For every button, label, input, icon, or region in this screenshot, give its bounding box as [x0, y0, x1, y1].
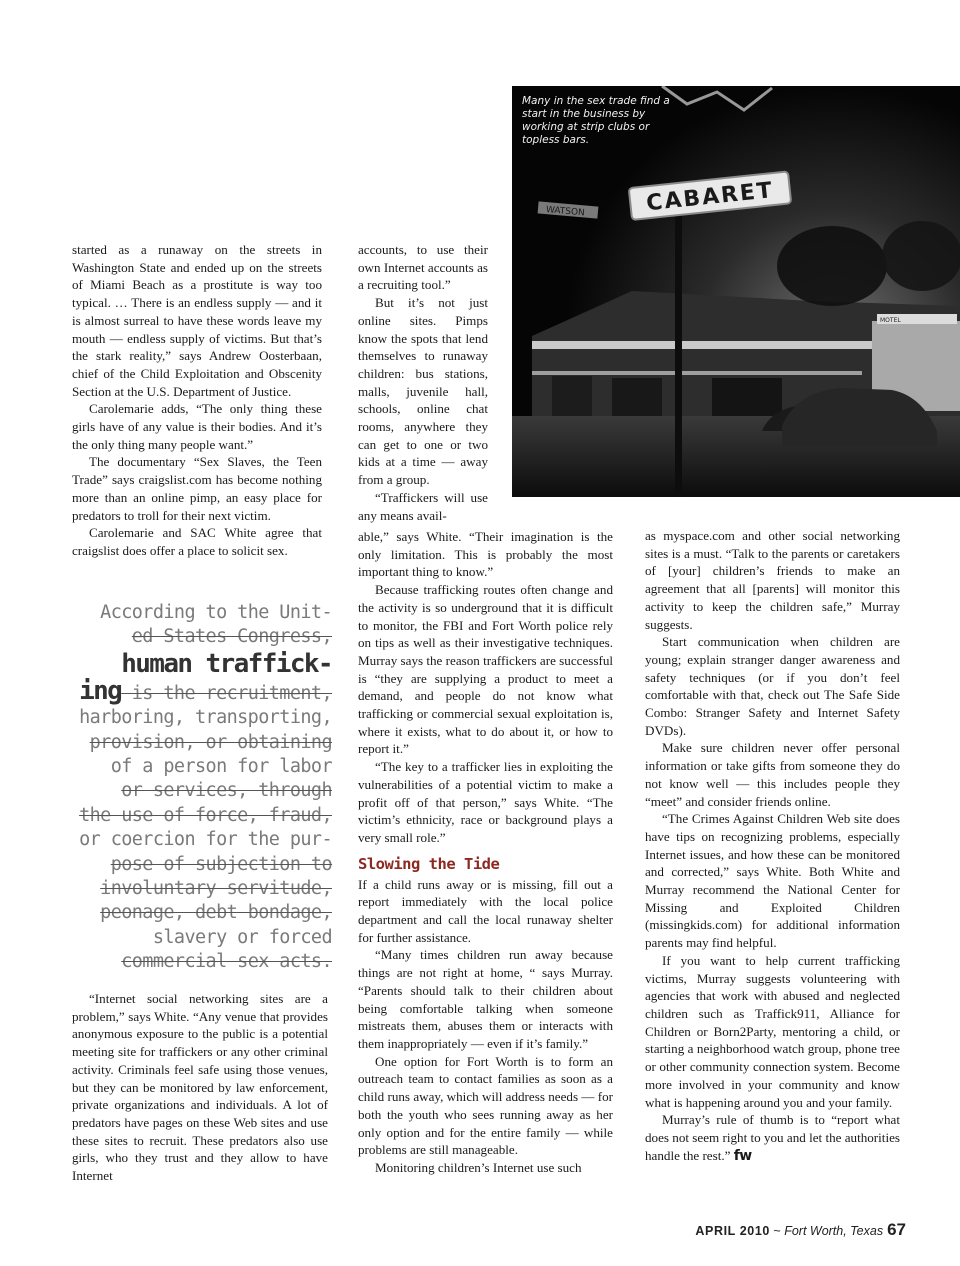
issue-date: APRIL 2010: [695, 1224, 770, 1238]
paragraph: “The key to a trafficker lies in exploiting the vulnerabilities of a potential victim to make a profit off of that person,” says White. “The victim’s ethnicity, race or background plays a very small role.”: [358, 759, 613, 845]
paragraph: “Internet social networking sites are a problem,” says White. “Any venue that provides anonymous exposure to the public is a potential meeting site for traffickers or any other criminal activity. Criminals feel safe using those venues, but they can be monitored by law enforcement, private organizations and individuals. A lot of predators have pages on these Web sites and use these sites to recruit. These predators also use girls, who they trust and they allow to have Internet: [72, 991, 328, 1184]
pull-quote-line: of a person for labor: [110, 756, 332, 778]
paragraph-text: Murray’s rule of thumb is to “report what does not seem right to you and let the authorities handle the rest.”: [645, 1112, 900, 1163]
pull-quote-line: ed States Congress,: [131, 626, 332, 648]
cabaret-sign: CABARET: [645, 178, 776, 217]
paragraph: accounts, to use their own Internet accounts as a recruiting tool.”: [358, 242, 488, 293]
pull-quote-line: the use of force, fraud,: [79, 804, 332, 826]
paragraph: Carolemarie and SAC White agree that craigslist does offer a place to solicit sex.: [72, 525, 322, 558]
footer-separator: ~: [769, 1224, 785, 1238]
paragraph: Carolemarie adds, “The only thing these girls have of any value is their bodies. And it’s the only thing many people want.”: [72, 401, 322, 452]
pull-quote-line: involuntary servitude,: [100, 878, 332, 900]
pull-quote-line: slavery or forced: [152, 926, 332, 948]
paragraph: Make sure children never offer personal information or take gifts from someone they do not know well — this includes people they “meet” and consider friends online.: [645, 740, 900, 809]
motel-sign: MOTEL: [880, 317, 901, 324]
pull-quote-line: harboring, transporting,: [79, 707, 332, 729]
paragraph: [645, 1111, 900, 1165]
pull-quote: [56, 601, 332, 975]
pull-quote-emphasis: ing: [79, 675, 122, 706]
column-3: [645, 527, 900, 1165]
pull-quote-line: provision, or obtaining: [89, 731, 332, 753]
paragraph: started as a runaway on the streets in Washington State and ended up on the streets of Miami Beach as a prostitute is way too typical. … There is an endless supply — and it is almost surreal to have these words leave my mouth — endless supply of victims. But that’s the stark reality,” says Andrew Oosterbaan, chief of the Child Exploitation and Obscenity Section at the U.S. Department of Justice.: [72, 242, 322, 399]
paragraph: Monitoring children’s Internet use such: [375, 1159, 582, 1175]
paragraph: The documentary “Sex Slaves, the Teen Trade” says craigslist.com has become nothing more than an online pimp, an easy place for predators to troll for their next victim.: [72, 454, 322, 523]
page-footer: [640, 1220, 906, 1240]
paragraph: If a child runs away or is missing, fill out a report immediately with the local police department and call the local runaway shelter for further assistance.: [358, 876, 613, 945]
paragraph: One option for Fort Worth is to form an outreach team to contact families as soon as a child runs away, which will address needs — for both the youth who sees running away as her only option and for the entire family — while problems are still manageable.: [358, 1053, 613, 1158]
pull-quote-line: is the recruitment,: [121, 682, 332, 704]
street-sign: WATSON: [545, 205, 586, 219]
paragraph: able,” says White. “Their imagination is the only limitation. This is probably the most important thing to know.”: [358, 529, 613, 580]
pull-quote-line: pose of subjection to: [110, 853, 332, 875]
end-mark: fw: [733, 1147, 752, 1164]
pull-quote-emphasis: human traffick-: [121, 648, 332, 679]
paragraph: as myspace.com and other social networking sites is a must. “Talk to the parents or caretakers of [your] children’s friends to make an agreement that all [parents] will monitor this activity to keep the children safe,” Murray suggests.: [645, 528, 900, 632]
column-2-bottom: [358, 528, 613, 1177]
paragraph: Start communication when children are young; explain stranger danger awareness and safety techniques (or if you don’t feel comfortable with that, check out The Safe Side Combo: Stranger Safety and Internet Safety DVDs).: [645, 634, 900, 738]
column-2-top: [358, 241, 488, 524]
cabaret-photo: [512, 86, 960, 497]
pull-quote-line: or services, through: [121, 780, 332, 802]
pull-quote-line: peonage, debt bondage,: [100, 902, 332, 924]
paragraph: If you want to help current trafficking victims, Murray suggests volunteering with agencies that work with abused and neglected children such as Traffick911, Alliance for Children or Born2Party, mentoring a child, or starting a neighborhood watch group, phone tree or other community connection system. Become more involved in your community and know what is happening around you and your family.: [645, 952, 900, 1110]
paragraph: But it’s not just online sites. Pimps know the spots that lend themselves to runaway children: bus stations, malls, juvenile hall, schools, online chat rooms, anywhere they can get to one or two kids at a time — away from a group.: [358, 295, 488, 488]
paragraph: “Traffickers will use any means avail-: [358, 489, 488, 523]
paragraph: “The Crimes Against Children Web site does have tips on recognizing problems, especially Internet issues, and how these can be monitored and corrected,” says White. Both White and Murray recommend the National Center for Missing and Exploited Children (missingkids.com) for additional information parents may find helpful.: [645, 811, 900, 951]
photo-illustration: [512, 86, 960, 497]
page-number: 67: [887, 1220, 906, 1239]
photo-caption: Many in the sex trade find a start in the business by working at strip clubs or topless bars.: [522, 95, 670, 146]
paragraph: Because trafficking routes often change and the activity is so underground that it is difficult to monitor, the FBI and Fort Worth police rely on tips as well as their investigative techniques. Murray says the reason traffickers are successful is “they are supplying a product to meet a demand, and people do not know what trafficking or commercial sexual exploitation is, where it exists, what to do about it, or how to report it.”: [358, 582, 613, 757]
subheading: Slowing the Tide: [358, 854, 500, 873]
column-1-top: [72, 241, 322, 560]
paragraph: “Many times children run away because things are not right at home, “ says Murray. “Parents should talk to their children about being comfortable talking when someone mistreats them, abuses them or interacts with them inappropriately — even if it’s family.”: [358, 947, 613, 1051]
pull-quote-line: commercial sex acts.: [121, 951, 332, 973]
magazine-location: Fort Worth, Texas: [784, 1224, 884, 1238]
column-1-bottom: [72, 990, 328, 1185]
pull-quote-line: According to the Unit-: [100, 602, 332, 623]
pull-quote-line: or coercion for the pur-: [79, 829, 332, 851]
